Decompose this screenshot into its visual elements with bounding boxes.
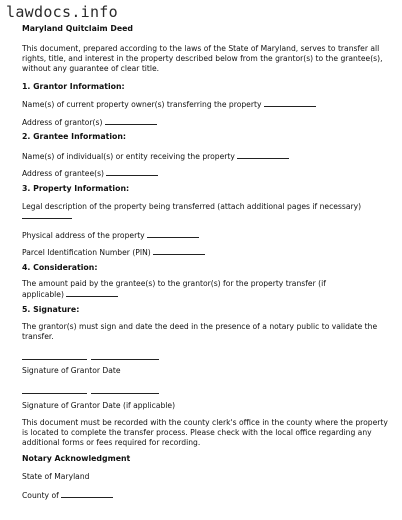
parcel-id-label: Parcel Identification Number (PIN) [22,248,151,257]
grantor-date-field-1[interactable] [91,351,159,360]
consideration-label-cont: applicable) [22,290,64,299]
signature-label-2: Signature of Grantor Date (if applicable) [22,401,176,410]
consideration-line [22,288,118,300]
notary-county-label: County of [22,491,59,500]
grantor-date-field-2[interactable] [91,385,159,394]
grantor-signature-field-2[interactable] [22,385,87,394]
grantor-address-label: Address of grantor(s) [22,118,103,127]
physical-address-label: Physical address of the property [22,231,145,240]
legal-description-label: Legal description of the property being transferred (attach additional pages if necessary) [22,202,362,211]
signature-line-2 [22,385,159,397]
recording-note: This document must be recorded with the county clerk's office in the county where the property is located to complete the transfer process. Please check with the local office regarding any additional forms or fees required for recording. [22,418,388,447]
signature-section-heading: 5. Signature: [22,305,80,314]
signature-label-1: Signature of Grantor Date [22,366,121,375]
grantor-name-line [22,98,316,110]
consideration-label: The amount paid by the grantee(s) to the grantor(s) for the property transfer (if [22,279,326,288]
grantee-address-label: Address of grantee(s) [22,169,104,178]
property-section-heading: 3. Property Information: [22,184,130,193]
grantor-section-heading: 1. Grantor Information: [22,82,125,91]
legal-description-field[interactable] [22,210,72,219]
notary-state: State of Maryland [22,472,90,481]
grantor-address-field[interactable] [105,116,157,125]
grantee-name-field[interactable] [237,150,289,159]
legal-description-line [22,210,72,222]
grantor-name-field[interactable] [264,98,316,107]
grantor-name-label: Name(s) of current property owner(s) transferring the property [22,100,262,109]
signature-line-1 [22,351,159,363]
intro-paragraph: This document, prepared according to the laws of the State of Maryland, serves to transfer all rights, title, and interest in the property described below from the grantor(s) to the grantee(s), without any guarantee of clear title. [22,44,383,73]
grantee-address-field[interactable] [106,167,158,176]
parcel-id-field[interactable] [153,246,205,255]
site-watermark: lawdocs.info [6,3,118,21]
grantee-address-line [22,167,158,179]
grantor-signature-field-1[interactable] [22,351,87,360]
parcel-id-line [22,246,205,258]
consideration-section-heading: 4. Consideration: [22,263,98,272]
grantee-name-label: Name(s) of individual(s) or entity receiving the property [22,152,235,161]
physical-address-line [22,229,199,241]
document-title: Maryland Quitclaim Deed [22,24,134,33]
grantor-address-line [22,116,157,128]
grantee-name-line [22,150,289,162]
grantee-section-heading: 2. Grantee Information: [22,132,127,141]
notary-heading: Notary Acknowledgment [22,454,131,463]
physical-address-field[interactable] [147,229,199,238]
consideration-field[interactable] [66,288,118,297]
notary-county-line [22,489,113,501]
signature-instructions: The grantor(s) must sign and date the deed in the presence of a notary public to validate the transfer. [22,322,378,341]
notary-county-field[interactable] [61,489,113,498]
